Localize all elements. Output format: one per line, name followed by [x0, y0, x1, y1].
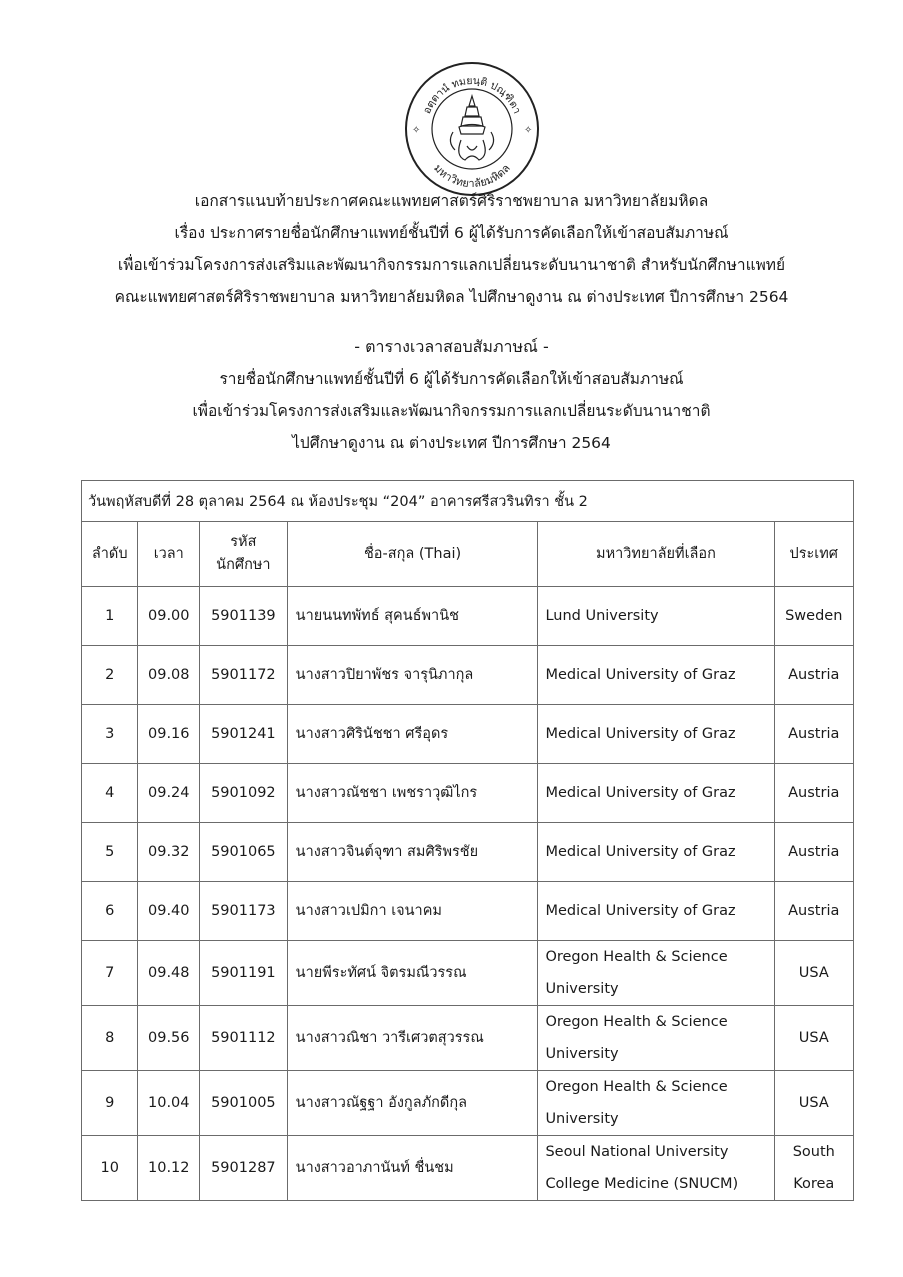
row-student-id: 5901092	[200, 764, 288, 823]
row-university-line-1: Oregon Health & Science	[545, 949, 728, 965]
row-university-line-2: College Medicine (SNUCM)	[545, 1176, 739, 1192]
row-country	[774, 1071, 853, 1136]
row-no: 5	[82, 823, 138, 882]
row-country-line-1: USA	[798, 1095, 829, 1111]
table-body	[82, 587, 854, 1201]
row-country-line-1: Austria	[788, 785, 840, 801]
row-country-line-1: Austria	[788, 903, 840, 919]
row-name: นางสาวปิยาพัชร จารุนิภากุล	[287, 646, 538, 705]
row-no: 6	[82, 882, 138, 941]
row-university-line-1: Lund University	[545, 608, 659, 624]
header-line-3: เพื่อเข้าร่วมโครงการส่งเสริมและพัฒนากิจกรรมการแลกเปลี่ยนระดับนานาชาติ สำหรับนักศึกษาแพทย์	[117, 256, 786, 274]
row-no: 4	[82, 764, 138, 823]
schedule-line-1: รายชื่อนักศึกษาแพทย์ชั้นปีที่ 6 ผู้ได้รับการคัดเลือกให้เข้าสอบสัมภาษณ์	[219, 370, 684, 388]
interview-schedule-table	[81, 480, 854, 1201]
row-university	[538, 764, 774, 823]
row-university-line-2: University	[545, 981, 619, 997]
row-university-line-1: Seoul National University	[545, 1144, 729, 1160]
row-university-line-1: Medical University of Graz	[545, 785, 736, 801]
announcement-header	[0, 185, 903, 313]
column-header-no: ลำดับ	[82, 522, 138, 587]
schedule-line-2: เพื่อเข้าร่วมโครงการส่งเสริมและพัฒนากิจกรรมการแลกเปลี่ยนระดับนานาชาติ	[192, 402, 711, 420]
row-time: 09.48	[138, 941, 200, 1006]
row-time: 09.16	[138, 705, 200, 764]
row-time: 09.40	[138, 882, 200, 941]
crown-emblem-icon	[450, 96, 493, 160]
row-no: 3	[82, 705, 138, 764]
row-university	[538, 823, 774, 882]
row-time: 10.04	[138, 1071, 200, 1136]
row-no: 7	[82, 941, 138, 1006]
table-row	[82, 705, 854, 764]
table-row	[82, 646, 854, 705]
seal-star-left: ✧	[412, 125, 421, 136]
session-info: วันพฤหัสบดีที่ 28 ตุลาคม 2564 ณ ห้องประชุม “204” อาคารศรีสวรินทิรา ชั้น 2	[82, 481, 854, 522]
row-time: 09.00	[138, 587, 200, 646]
row-country	[774, 823, 853, 882]
table-row	[82, 941, 854, 1006]
row-university	[538, 646, 774, 705]
row-country	[774, 587, 853, 646]
column-header-id-line-1: รหัส	[230, 534, 257, 550]
row-university	[538, 1006, 774, 1071]
row-student-id: 5901139	[200, 587, 288, 646]
row-student-id: 5901191	[200, 941, 288, 1006]
row-time: 09.56	[138, 1006, 200, 1071]
row-university	[538, 882, 774, 941]
header-line-2: เรื่อง ประกาศรายชื่อนักศึกษาแพทย์ชั้นปีที่ 6 ผู้ได้รับการคัดเลือกให้เข้าสอบสัมภาษณ์	[174, 224, 729, 242]
table-row	[82, 1071, 854, 1136]
table-row	[82, 882, 854, 941]
row-student-id: 5901241	[200, 705, 288, 764]
row-university-line-1: Medical University of Graz	[545, 903, 736, 919]
row-no: 2	[82, 646, 138, 705]
row-university-line-2: University	[545, 1111, 619, 1127]
row-name: นายนนทพัทธ์ สุคนธ์พานิช	[287, 587, 538, 646]
row-student-id: 5901005	[200, 1071, 288, 1136]
schedule-header	[0, 331, 903, 459]
row-country	[774, 1006, 853, 1071]
row-university-line-1: Medical University of Graz	[545, 667, 736, 683]
table-row	[82, 764, 854, 823]
column-header-time: เวลา	[138, 522, 200, 587]
row-student-id: 5901287	[200, 1136, 288, 1201]
row-name: นายพีระทัศน์ จิตรมณีวรรณ	[287, 941, 538, 1006]
row-country	[774, 1136, 853, 1201]
row-university	[538, 1071, 774, 1136]
row-no: 10	[82, 1136, 138, 1201]
table-header-row	[82, 522, 854, 587]
row-name: นางสาวณิชา วารีเศวตสุวรรณ	[287, 1006, 538, 1071]
session-row	[82, 481, 854, 522]
table-row	[82, 587, 854, 646]
row-no: 1	[82, 587, 138, 646]
row-no: 9	[82, 1071, 138, 1136]
row-student-id: 5901112	[200, 1006, 288, 1071]
row-name: นางสาวณัชชา เพชราวุฒิไกร	[287, 764, 538, 823]
university-seal	[403, 60, 541, 198]
row-student-id: 5901172	[200, 646, 288, 705]
row-university-line-1: Oregon Health & Science	[545, 1079, 728, 1095]
row-country-line-1: Austria	[788, 726, 840, 742]
row-university-line-2: University	[545, 1046, 619, 1062]
row-country	[774, 646, 853, 705]
row-university	[538, 587, 774, 646]
row-country-line-1: USA	[798, 965, 829, 981]
row-country-line-1: Austria	[788, 667, 840, 683]
row-university	[538, 1136, 774, 1201]
row-name: นางสาวณัฐฐา อังกูลภักดีกุล	[287, 1071, 538, 1136]
column-header-student-id	[200, 522, 288, 587]
column-header-country: ประเทศ	[774, 522, 853, 587]
row-time: 09.08	[138, 646, 200, 705]
row-country-line-1: South	[792, 1144, 835, 1160]
table-row	[82, 1006, 854, 1071]
table-row	[82, 1136, 854, 1201]
row-university-line-1: Oregon Health & Science	[545, 1014, 728, 1030]
row-university	[538, 941, 774, 1006]
row-name: นางสาวอาภานันท์ ชื่นชม	[287, 1136, 538, 1201]
row-student-id: 5901173	[200, 882, 288, 941]
row-university-line-1: Medical University of Graz	[545, 726, 736, 742]
row-name: นางสาวจินต์จุฑา สมศิริพรชัย	[287, 823, 538, 882]
row-student-id: 5901065	[200, 823, 288, 882]
column-header-name: ชื่อ-สกุล (Thai)	[287, 522, 538, 587]
row-country-line-1: Austria	[788, 844, 840, 860]
seal-name: มหาวิทยาลัยมหิดล	[431, 161, 513, 191]
row-university-line-1: Medical University of Graz	[545, 844, 736, 860]
row-no: 8	[82, 1006, 138, 1071]
row-country	[774, 764, 853, 823]
row-country	[774, 882, 853, 941]
header-line-1: เอกสารแนบท้ายประกาศคณะแพทยศาสตร์ศิริราชพยาบาล มหาวิทยาลัยมหิดล	[194, 192, 709, 210]
row-time: 10.12	[138, 1136, 200, 1201]
row-time: 09.32	[138, 823, 200, 882]
header-line-4: คณะแพทยศาสตร์ศิริราชพยาบาล มหาวิทยาลัยมหิดล ไปศึกษาดูงาน ณ ต่างประเทศ ปีการศึกษา 2564	[114, 288, 789, 306]
seal-star-right: ✧	[524, 125, 533, 136]
row-country	[774, 941, 853, 1006]
row-time: 09.24	[138, 764, 200, 823]
column-header-university: มหาวิทยาลัยที่เลือก	[538, 522, 774, 587]
row-name: นางสาวเปมิกา เจนาคม	[287, 882, 538, 941]
row-country-line-1: Sweden	[785, 608, 843, 624]
column-header-id-line-2: นักศึกษา	[216, 557, 271, 573]
row-country-line-1: USA	[798, 1030, 829, 1046]
schedule-line-3: ไปศึกษาดูงาน ณ ต่างประเทศ ปีการศึกษา 2564	[292, 434, 611, 452]
schedule-title: - ตารางเวลาสอบสัมภาษณ์ -	[354, 337, 549, 356]
row-name: นางสาวศิรินัชชา ศรีอุดร	[287, 705, 538, 764]
table-row	[82, 823, 854, 882]
row-country	[774, 705, 853, 764]
seal-motto: อตฺตานํ ทมยนฺติ ปณฺฑิตา	[421, 74, 524, 116]
row-country-line-2: Korea	[793, 1176, 835, 1192]
row-university	[538, 705, 774, 764]
